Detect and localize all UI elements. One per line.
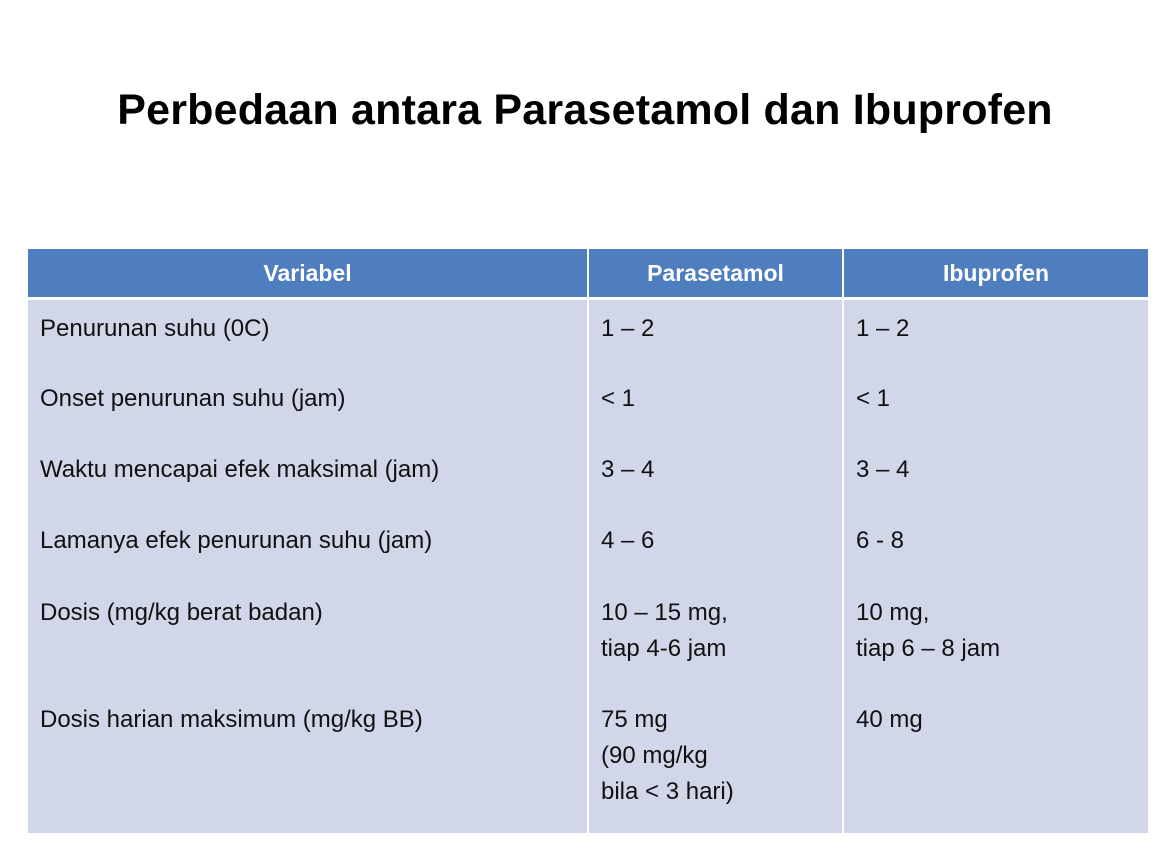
- table-row: [28, 512, 1148, 583]
- table-row: [28, 584, 1148, 692]
- cell-parasetamol: 3 – 4: [588, 441, 843, 512]
- cell-variabel: Lamanya efek penurunan suhu (jam): [28, 512, 588, 583]
- cell-variabel: Dosis harian maksimum (mg/kg BB): [28, 691, 588, 833]
- page-title: Perbedaan antara Parasetamol dan Ibuprofen: [117, 86, 1053, 134]
- cell-variabel: Waktu mencapai efek maksimal (jam): [28, 441, 588, 512]
- cell-parasetamol: 1 – 2: [588, 299, 843, 370]
- header-ibuprofen: Ibuprofen: [843, 249, 1148, 299]
- header-variabel: Variabel: [28, 249, 588, 299]
- table-row: [28, 441, 1148, 512]
- cell-ibuprofen: 10 mg, tiap 6 – 8 jam: [856, 598, 1001, 662]
- cell-variabel: Onset penurunan suhu (jam): [28, 370, 588, 441]
- cell-parasetamol: 4 – 6: [588, 512, 843, 583]
- table-row: [28, 299, 1148, 370]
- table-row: [28, 691, 1148, 833]
- table-header-row: [28, 249, 1148, 299]
- cell-variabel: Dosis (mg/kg berat badan): [28, 584, 588, 692]
- cell-ibuprofen: 3 – 4: [856, 456, 910, 484]
- cell-parasetamol: 10 – 15 mg, tiap 4-6 jam: [588, 584, 843, 692]
- cell-parasetamol: < 1: [588, 370, 843, 441]
- cell-ibuprofen: 6 - 8: [856, 527, 905, 555]
- header-parasetamol: Parasetamol: [588, 249, 843, 299]
- cell-ibuprofen: < 1: [856, 384, 891, 412]
- cell-ibuprofen: 1 – 2: [856, 315, 910, 342]
- cell-variabel: Penurunan suhu (0C): [28, 299, 588, 370]
- comparison-table: [28, 249, 1148, 833]
- cell-ibuprofen: 40 mg: [856, 706, 923, 734]
- table-row: [28, 370, 1148, 441]
- cell-parasetamol: 75 mg (90 mg/kg bila < 3 hari): [588, 691, 843, 833]
